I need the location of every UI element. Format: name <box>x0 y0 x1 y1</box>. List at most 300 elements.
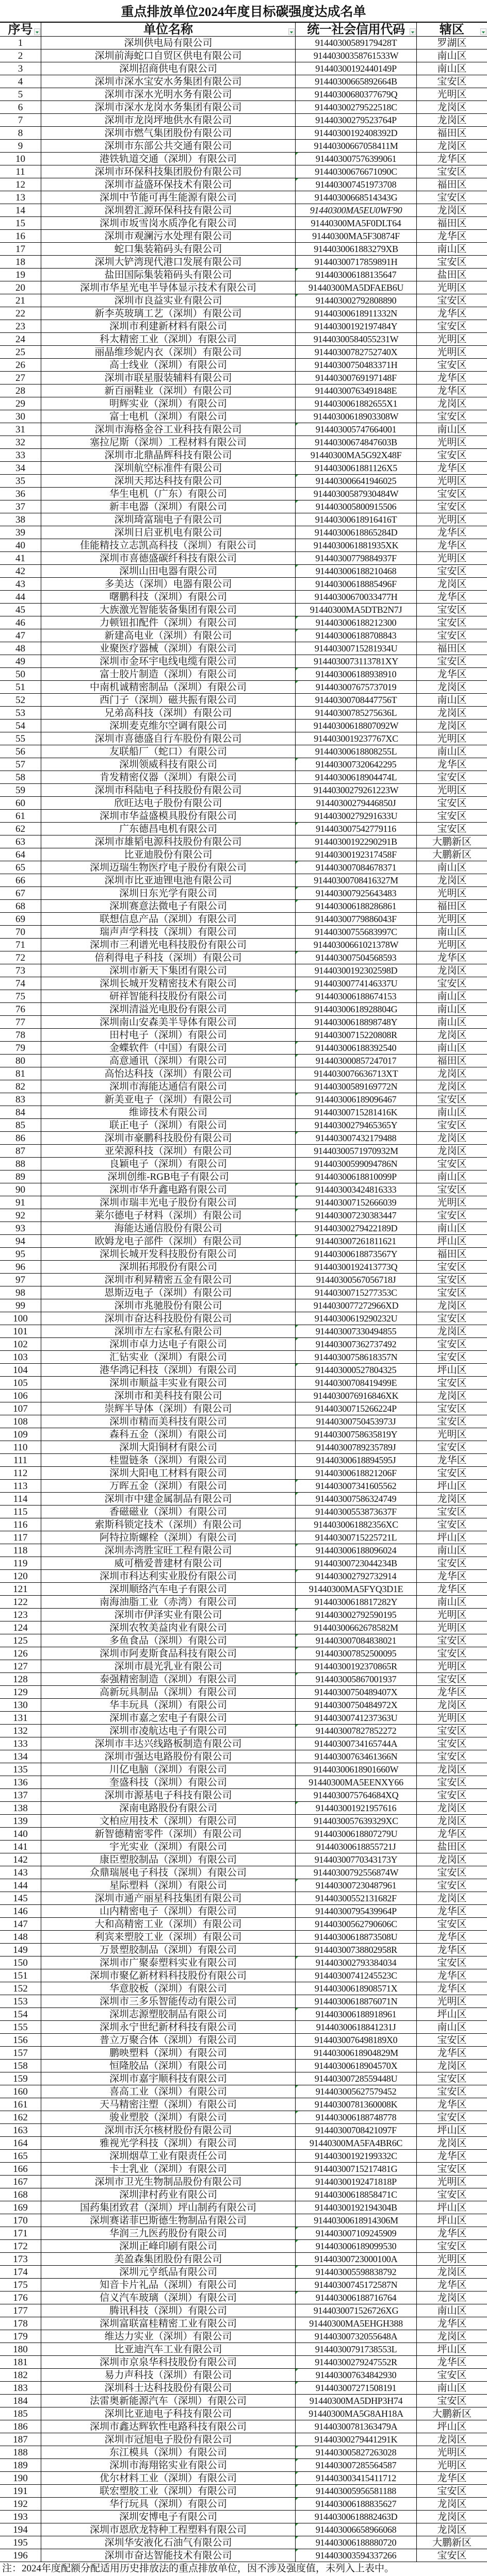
credit-code-cell[interactable]: 91440300192471818P <box>296 2176 417 2188</box>
company-name-cell[interactable]: 深圳市喜德盛自行车股份有限公司 <box>41 732 296 745</box>
district-cell[interactable]: 光明区 <box>437 2460 467 2471</box>
seq-cell[interactable]: 73 <box>0 964 41 977</box>
seq-cell[interactable]: 70 <box>0 926 41 938</box>
company-name-cell[interactable]: 海能达通信股份有限公司 <box>41 1222 296 1234</box>
district-cell[interactable]: 南山区 <box>437 51 467 61</box>
district-cell[interactable]: 龙华区 <box>437 386 467 396</box>
credit-code-cell[interactable]: 91440300618865284D <box>296 526 417 539</box>
company-name-cell[interactable]: 高士线业（深圳）有限公司 <box>41 359 296 371</box>
seq-cell[interactable]: 134 <box>0 1750 41 1763</box>
seq-cell[interactable]: 154 <box>0 2008 41 2020</box>
seq-cell[interactable]: 72 <box>0 951 41 964</box>
district-cell[interactable]: 南山区 <box>437 1172 467 1182</box>
credit-code-cell[interactable]: 91440300758635819Y <box>296 1428 417 1441</box>
credit-code-cell[interactable]: 91440300781360008K <box>296 2098 417 2111</box>
seq-cell[interactable]: 122 <box>0 1596 41 1608</box>
credit-code-cell[interactable]: 91440300562790606C <box>296 1918 417 1930</box>
credit-code-cell[interactable]: 91440300781363479A <box>296 2420 417 2433</box>
district-cell[interactable]: 龙岗区 <box>437 1494 467 1504</box>
company-name-cell[interactable]: 东江模具（深圳）有限公司 <box>41 2446 296 2458</box>
credit-code-cell[interactable]: 914403005956581188 <box>296 2485 417 2497</box>
district-cell[interactable]: 龙华区 <box>437 463 467 474</box>
district-cell[interactable]: 龙华区 <box>437 952 467 963</box>
company-name-cell[interactable]: 比亚迪股份有限公司 <box>41 848 296 861</box>
seq-cell[interactable]: 63 <box>0 835 41 848</box>
district-cell[interactable]: 宝安区 <box>437 1184 467 1195</box>
company-name-cell[interactable]: 深圳大阳铜材有限公司 <box>41 1441 296 1453</box>
district-cell[interactable]: 宝安区 <box>437 166 467 177</box>
company-name-cell[interactable]: 深圳市广聚泰塑料实业有限公司 <box>41 1956 296 1969</box>
company-name-cell[interactable]: 深圳元亨纸品有限公司 <box>41 2266 296 2278</box>
credit-code-cell[interactable]: 91440300MA5FA4BR6C <box>296 2137 417 2149</box>
filter-dropdown-icon[interactable] <box>480 28 486 35</box>
company-name-cell[interactable]: 科太精密工业（深圳）有限公司 <box>41 333 296 345</box>
district-cell[interactable]: 龙华区 <box>437 759 467 770</box>
seq-cell[interactable]: 36 <box>0 488 41 500</box>
district-cell[interactable]: 龙岗区 <box>437 2293 467 2303</box>
seq-cell[interactable]: 76 <box>0 1003 41 1015</box>
company-name-cell[interactable]: 深圳津村药业有限公司 <box>41 2188 296 2201</box>
company-name-cell[interactable]: 深圳市京泉华科技股份有限公司 <box>41 2356 296 2368</box>
company-name-cell[interactable]: 深圳招商供电有限公司 <box>41 62 296 75</box>
district-cell[interactable]: 龙岗区 <box>437 875 467 886</box>
seq-cell[interactable]: 47 <box>0 629 41 642</box>
credit-code-cell[interactable]: 91440300618882463D <box>296 2511 417 2523</box>
company-name-cell[interactable]: 深圳市通产丽星科技集团有限公司 <box>41 1892 296 1904</box>
seq-cell[interactable]: 2 <box>0 49 41 62</box>
district-cell[interactable]: 宝安区 <box>437 1262 467 1273</box>
district-cell[interactable]: 宝安区 <box>437 2164 467 2174</box>
district-cell[interactable]: 宝安区 <box>437 2550 467 2561</box>
company-name-cell[interactable]: 蛇口集装箱码头有限公司 <box>41 243 296 255</box>
company-name-cell[interactable]: 新建高电业（深圳）有限公司 <box>41 629 296 642</box>
company-name-cell[interactable]: 深圳市三多乐智能传动有限公司 <box>41 1995 296 2008</box>
credit-code-cell[interactable]: 91440300795439964P <box>296 1905 417 1917</box>
district-cell[interactable]: 龙岗区 <box>437 2267 467 2278</box>
seq-cell[interactable]: 120 <box>0 1570 41 1582</box>
credit-code-cell[interactable]: 914403007827852272 <box>296 1725 417 1737</box>
credit-code-cell[interactable]: 914403006189099530 <box>296 2240 417 2252</box>
seq-cell[interactable]: 67 <box>0 887 41 899</box>
company-name-cell[interactable]: 良颖电子（深圳）有限公司 <box>41 1158 296 1170</box>
company-name-cell[interactable]: 深圳市顺益丰实业有限公司 <box>41 1377 296 1389</box>
credit-code-cell[interactable]: 914403006188096024 <box>296 1544 417 1557</box>
district-cell[interactable]: 龙岗区 <box>437 1391 467 1401</box>
credit-code-cell[interactable]: 914403007109245909 <box>296 2227 417 2239</box>
credit-code-cell[interactable]: 91440300708416327M <box>296 874 417 886</box>
credit-code-cell[interactable]: 91440300708419499E <box>296 1377 417 1389</box>
company-name-cell[interactable]: 深圳拓邦股份有限公司 <box>41 1261 296 1273</box>
company-name-cell[interactable]: 深圳琦富瑞电子有限公司 <box>41 513 296 526</box>
company-name-cell[interactable]: 深圳市比亚迪锂电池有限公司 <box>41 874 296 886</box>
seq-cell[interactable]: 118 <box>0 1544 41 1557</box>
credit-code-cell[interactable]: 914403006658966068 <box>296 2523 417 2536</box>
credit-code-cell[interactable]: 91440300668514343G <box>296 191 417 204</box>
credit-code-cell[interactable]: 91440300665892664B <box>296 75 417 88</box>
seq-cell[interactable]: 91 <box>0 1196 41 1209</box>
company-name-cell[interactable]: 国药集团致君（深圳）坪山制药有限公司 <box>41 2201 296 2214</box>
company-name-cell[interactable]: 奎盛科技（深圳）有限公司 <box>41 1776 296 1788</box>
credit-code-cell[interactable]: 91440300680377679Q <box>296 88 417 101</box>
district-cell[interactable]: 福田区 <box>437 218 467 229</box>
seq-cell[interactable]: 27 <box>0 372 41 384</box>
district-cell[interactable]: 宝安区 <box>437 2396 467 2406</box>
district-cell[interactable]: 宝安区 <box>437 76 467 87</box>
seq-cell[interactable]: 13 <box>0 191 41 204</box>
district-cell[interactable]: 龙岗区 <box>437 965 467 976</box>
district-cell[interactable]: 大鹏新区 <box>432 837 472 847</box>
credit-code-cell[interactable]: 914403006188135647 <box>296 269 417 281</box>
district-cell[interactable]: 龙华区 <box>437 1983 467 1994</box>
seq-cell[interactable]: 93 <box>0 1222 41 1234</box>
seq-cell[interactable]: 180 <box>0 2343 41 2355</box>
credit-code-cell[interactable]: 91440300618873567Y <box>296 1248 417 1260</box>
credit-code-cell[interactable]: 91440300192302598D <box>296 964 417 977</box>
company-name-cell[interactable]: 深圳长城开发科技股份有限公司 <box>41 1248 296 1260</box>
seq-cell[interactable]: 94 <box>0 1235 41 1247</box>
company-name-cell[interactable]: 深圳清溢光电股份有限公司 <box>41 1003 296 1015</box>
seq-cell[interactable]: 138 <box>0 1802 41 1814</box>
district-cell[interactable]: 龙华区 <box>437 1945 467 1955</box>
credit-code-cell[interactable]: 914403007271508191 <box>296 2382 417 2394</box>
company-name-cell[interactable]: 深圳市海格金谷工业科技有限公司 <box>41 423 296 436</box>
district-cell[interactable]: 南山区 <box>437 991 467 1002</box>
district-cell[interactable]: 光明区 <box>437 1713 467 1724</box>
seq-cell[interactable]: 60 <box>0 797 41 809</box>
seq-cell[interactable]: 119 <box>0 1557 41 1569</box>
seq-cell[interactable]: 148 <box>0 1931 41 1943</box>
company-name-cell[interactable]: 宇光实业（深圳）有限公司 <box>41 1841 296 1853</box>
seq-cell[interactable]: 79 <box>0 1042 41 1054</box>
credit-code-cell[interactable]: 914403007451973708 <box>296 178 417 191</box>
credit-code-cell[interactable]: 91440300192408392D <box>296 127 417 139</box>
seq-cell[interactable]: 90 <box>0 1183 41 1196</box>
seq-cell[interactable]: 43 <box>0 578 41 590</box>
credit-code-cell[interactable]: 914403007542779116 <box>296 823 417 835</box>
seq-cell[interactable]: 49 <box>0 655 41 667</box>
company-name-cell[interactable]: 万晖五金（深圳）有限公司 <box>41 1480 296 1492</box>
district-cell[interactable]: 龙岗区 <box>437 1133 467 1144</box>
district-cell[interactable]: 宝安区 <box>437 1507 467 1517</box>
credit-code-cell[interactable]: 914403006188674153 <box>296 990 417 1002</box>
credit-code-cell[interactable]: 91440300279465365Y <box>296 1119 417 1131</box>
company-name-cell[interactable]: 深圳市东部公共交通有限公司 <box>41 140 296 152</box>
company-name-cell[interactable]: 深圳碧汇源环保科技有限公司 <box>41 204 296 216</box>
credit-code-cell[interactable]: 9144030075764684XQ <box>296 1789 417 1801</box>
credit-code-cell[interactable]: 91440300619290232U <box>296 1312 417 1325</box>
seq-cell[interactable]: 20 <box>0 281 41 294</box>
district-cell[interactable]: 龙岗区 <box>437 2499 467 2510</box>
company-name-cell[interactable]: 深圳市奋达科技股份有限公司 <box>41 1312 296 1325</box>
company-name-cell[interactable]: 深圳市观澜污水处理有限公司 <box>41 230 296 242</box>
credit-code-cell[interactable]: 91440300782752740X <box>296 346 417 358</box>
seq-cell[interactable]: 181 <box>0 2356 41 2368</box>
credit-code-cell[interactable]: 914403007576399061 <box>296 153 417 165</box>
district-cell[interactable]: 宝安区 <box>437 1867 467 1878</box>
credit-code-cell[interactable]: 91440300792556874W <box>296 1866 417 1879</box>
credit-code-cell[interactable]: 9144030071526726XG <box>296 2304 417 2317</box>
credit-code-cell[interactable]: 91440300769197148F <box>296 372 417 384</box>
credit-code-cell[interactable]: 914403007230383447 <box>296 1209 417 1222</box>
credit-code-cell[interactable]: 914403002792590195 <box>296 1609 417 1621</box>
seq-cell[interactable]: 107 <box>0 1402 41 1415</box>
district-cell[interactable]: 光明区 <box>437 1996 467 2007</box>
company-name-cell[interactable]: 易力声科技（深圳）有限公司 <box>41 2369 296 2381</box>
credit-code-cell[interactable]: 91440300279446850J <box>296 797 417 809</box>
district-cell[interactable]: 福田区 <box>437 1249 467 1260</box>
company-name-cell[interactable]: 鹏映塑料（深圳）有限公司 <box>41 2047 296 2059</box>
credit-code-cell[interactable]: 914403005827263028 <box>296 2446 417 2458</box>
company-name-cell[interactable]: 阿特拉斯螺栓（深圳）有限公司 <box>41 1531 296 1544</box>
credit-code-cell[interactable]: 9144030076636713XT <box>296 1067 417 1080</box>
company-name-cell[interactable]: 喜高工业（深圳）有限公司 <box>41 2085 296 2098</box>
credit-code-cell[interactable]: 9144030061882356XC <box>296 1518 417 1531</box>
district-cell[interactable]: 龙华区 <box>437 373 467 383</box>
company-name-cell[interactable]: 深圳市华益盛模具股份有限公司 <box>41 810 296 822</box>
district-cell[interactable]: 光明区 <box>437 914 467 925</box>
seq-cell[interactable]: 89 <box>0 1170 41 1183</box>
district-cell[interactable]: 坪山区 <box>437 1481 467 1492</box>
seq-cell[interactable]: 41 <box>0 552 41 564</box>
company-name-cell[interactable]: 广东德昌电机有限公司 <box>41 823 296 835</box>
district-cell[interactable]: 宝安区 <box>437 257 467 267</box>
district-cell[interactable]: 光明区 <box>437 334 467 345</box>
seq-cell[interactable]: 103 <box>0 1351 41 1363</box>
district-cell[interactable]: 龙岗区 <box>437 2061 467 2071</box>
credit-code-cell[interactable]: 91440300553873637F <box>296 1506 417 1518</box>
company-name-cell[interactable]: 恩斯迈电子（深圳）有限公司 <box>41 1286 296 1299</box>
credit-code-cell[interactable]: 91440300192199332C <box>296 2150 417 2162</box>
company-name-cell[interactable]: 深圳赛诺菲巴斯德生物制品有限公司 <box>41 2214 296 2227</box>
district-cell[interactable]: 龙岗区 <box>437 708 467 718</box>
credit-code-cell[interactable]: 91440300774146337U <box>296 977 417 990</box>
seq-cell[interactable]: 75 <box>0 990 41 1002</box>
credit-code-cell[interactable]: 914403005867001937 <box>296 1673 417 1685</box>
seq-cell[interactable]: 86 <box>0 1132 41 1144</box>
company-name-cell[interactable]: 深圳富联富桂精密工业有限公司 <box>41 2317 296 2330</box>
credit-code-cell[interactable]: 9144030076916846XK <box>296 1390 417 1402</box>
district-cell[interactable]: 宝安区 <box>437 501 467 512</box>
company-name-cell[interactable]: 深圳创维-RGB电子有限公司 <box>41 1170 296 1183</box>
district-cell[interactable]: 龙华区 <box>437 308 467 319</box>
credit-code-cell[interactable]: 91440300192194304B <box>296 2201 417 2214</box>
seq-cell[interactable]: 121 <box>0 1583 41 1595</box>
credit-code-cell[interactable]: 914403007852500095 <box>296 1647 417 1660</box>
credit-code-cell[interactable]: 914403002793384034 <box>296 1956 417 1969</box>
credit-code-cell[interactable]: 914403002792808890 <box>296 294 417 307</box>
district-cell[interactable]: 光明区 <box>437 1661 467 1672</box>
company-name-cell[interactable]: 大族激光智能装备集团有限公司 <box>41 604 296 616</box>
district-cell[interactable]: 宝安区 <box>437 798 467 809</box>
filter-dropdown-icon[interactable] <box>34 28 40 35</box>
credit-code-cell[interactable]: 91440300MA5F30874F <box>296 230 417 242</box>
district-cell[interactable]: 光明区 <box>437 2177 467 2187</box>
seq-cell[interactable]: 54 <box>0 720 41 732</box>
credit-code-cell[interactable]: 914403007230487961 <box>296 1879 417 1892</box>
seq-cell[interactable]: 117 <box>0 1531 41 1544</box>
company-name-cell[interactable]: 优尔材料工业（深圳）有限公司 <box>41 2472 296 2484</box>
seq-cell[interactable]: 153 <box>0 1995 41 2008</box>
credit-code-cell[interactable]: 91440300618916416T <box>296 513 417 526</box>
credit-code-cell[interactable]: 91440300618858471C <box>296 2188 417 2201</box>
seq-cell[interactable]: 32 <box>0 436 41 448</box>
credit-code-cell[interactable]: 91440300587930484W <box>296 488 417 500</box>
district-cell[interactable]: 盐田区 <box>437 1842 467 1852</box>
credit-code-cell[interactable]: 914403003415411712 <box>296 2472 417 2484</box>
credit-code-cell[interactable]: 91440300661021378W <box>296 939 417 951</box>
credit-code-cell[interactable]: 91440300770343173Y <box>296 1853 417 1866</box>
district-cell[interactable]: 宝安区 <box>437 1120 467 1131</box>
company-name-cell[interactable]: 美盈森集团股份有限公司 <box>41 2253 296 2265</box>
credit-code-cell[interactable]: 914403007362737492 <box>296 1338 417 1350</box>
seq-cell[interactable]: 125 <box>0 1634 41 1647</box>
company-name-cell[interactable]: 佳能精技立志凯高科技（深圳）有限公司 <box>41 539 296 551</box>
seq-cell[interactable]: 182 <box>0 2369 41 2381</box>
company-name-cell[interactable]: 深圳永宁世纪新材科技有限公司 <box>41 2021 296 2033</box>
company-name-cell[interactable]: 友联船厂（蛇口）有限公司 <box>41 745 296 758</box>
seq-cell[interactable]: 150 <box>0 1956 41 1969</box>
company-name-cell[interactable]: 深圳市龙岗坪地供水有限公司 <box>41 114 296 126</box>
credit-code-cell[interactable]: 91440300618903308W <box>296 410 417 423</box>
company-name-cell[interactable]: 中南机诚精密制品（深圳）有限公司 <box>41 681 296 693</box>
company-name-cell[interactable]: 深圳市燃气集团股份有限公司 <box>41 127 296 139</box>
credit-code-cell[interactable]: 914403006188286861 <box>296 900 417 912</box>
credit-code-cell[interactable]: 914403001921957616 <box>296 1802 417 1814</box>
seq-cell[interactable]: 18 <box>0 256 41 268</box>
credit-code-cell[interactable]: 91440300750489407X <box>296 1686 417 1698</box>
credit-code-cell[interactable]: 914403006641946025 <box>296 475 417 487</box>
credit-code-cell[interactable]: 91440300MA5DTB2N7J <box>296 604 417 616</box>
company-name-cell[interactable]: 深圳市科陆电子科技股份有限公司 <box>41 784 296 796</box>
company-name-cell[interactable]: 大和高精密工业（深圳）有限公司 <box>41 1918 296 1930</box>
company-name-cell[interactable]: 西门子（深圳）磁共振有限公司 <box>41 694 296 706</box>
district-cell[interactable]: 宝安区 <box>437 1558 467 1569</box>
seq-cell[interactable]: 74 <box>0 977 41 990</box>
seq-cell[interactable]: 110 <box>0 1441 41 1453</box>
company-name-cell[interactable]: 深圳日启亚机电有限公司 <box>41 526 296 539</box>
district-cell[interactable]: 龙岗区 <box>437 1893 467 1904</box>
district-cell[interactable]: 龙华区 <box>437 2151 467 2162</box>
company-name-cell[interactable]: 深圳南山安森美半导体有限公司 <box>41 1016 296 1028</box>
company-name-cell[interactable]: 康臣塑胶制品（深圳）有限公司 <box>41 1853 296 1866</box>
company-name-cell[interactable]: 索斯科锁定技术（深圳）有限公司 <box>41 1518 296 1531</box>
seq-cell[interactable]: 51 <box>0 681 41 693</box>
district-cell[interactable]: 宝安区 <box>437 824 467 834</box>
credit-code-cell[interactable]: 9144030061883279XB <box>296 243 417 255</box>
district-cell[interactable]: 宝安区 <box>437 1674 467 1685</box>
credit-code-cell[interactable]: 91440300MA5DFAEB6U <box>296 281 417 294</box>
credit-code-cell[interactable]: 914403005747664001 <box>296 423 417 436</box>
company-name-cell[interactable]: 富士胶片制造（深圳）有限公司 <box>41 668 296 680</box>
company-name-cell[interactable]: 丽晶维珍妮内衣（深圳）有限公司 <box>41 346 296 358</box>
district-cell[interactable]: 福田区 <box>437 179 467 190</box>
district-cell[interactable]: 宝安区 <box>437 2370 467 2381</box>
seq-cell[interactable]: 83 <box>0 1093 41 1106</box>
seq-cell[interactable]: 141 <box>0 1841 41 1853</box>
district-cell[interactable]: 宝安区 <box>437 1378 467 1389</box>
company-name-cell[interactable]: 倍利得电子科技（深圳）有限公司 <box>41 951 296 964</box>
company-name-cell[interactable]: 瑞声声学科技（深圳）有限公司 <box>41 926 296 938</box>
seq-cell[interactable]: 104 <box>0 1364 41 1376</box>
seq-cell[interactable]: 48 <box>0 642 41 655</box>
company-name-cell[interactable]: 高怡达科技（深圳）有限公司 <box>41 1067 296 1080</box>
credit-code-cell[interactable]: 91440300279261223W <box>296 784 417 796</box>
company-name-cell[interactable]: 深圳山田电器有限公司 <box>41 565 296 577</box>
district-cell[interactable]: 龙华区 <box>437 1584 467 1595</box>
district-cell[interactable]: 光明区 <box>437 888 467 899</box>
credit-code-cell[interactable]: 91440300618901660W <box>296 1763 417 1776</box>
credit-code-cell[interactable]: 914403007320642295 <box>296 758 417 771</box>
company-name-cell[interactable]: 新智德精密零件（深圳）有限公司 <box>41 1828 296 1840</box>
seq-cell[interactable]: 23 <box>0 320 41 332</box>
seq-cell[interactable]: 194 <box>0 2523 41 2536</box>
credit-code-cell[interactable]: 914403003594337266 <box>296 2549 417 2562</box>
credit-code-cell[interactable]: 91440300791738553L <box>296 2343 417 2355</box>
credit-code-cell[interactable]: 91440300715277353C <box>296 1286 417 1299</box>
seq-cell[interactable]: 183 <box>0 2382 41 2394</box>
company-name-cell[interactable]: 深圳市嘉之宏电子有限公司 <box>41 1712 296 1724</box>
seq-cell[interactable]: 52 <box>0 694 41 706</box>
company-name-cell[interactable]: 深圳市喜德盛碳纤科技有限公司 <box>41 552 296 564</box>
credit-code-cell[interactable]: 91440300584055231W <box>296 333 417 345</box>
seq-cell[interactable]: 151 <box>0 1969 41 1982</box>
credit-code-cell[interactable]: 91440300567056718J <box>296 1274 417 1286</box>
credit-code-cell[interactable]: 91440300618810099P <box>296 1170 417 1183</box>
district-cell[interactable]: 龙华区 <box>437 669 467 680</box>
seq-cell[interactable]: 155 <box>0 2021 41 2033</box>
district-cell[interactable]: 龙华区 <box>437 2228 467 2239</box>
credit-code-cell[interactable]: 91440300279441291K <box>296 2433 417 2446</box>
company-name-cell[interactable]: 深圳市海能达通信有限公司 <box>41 1080 296 1093</box>
seq-cell[interactable]: 40 <box>0 539 41 551</box>
district-cell[interactable]: 宝安区 <box>437 2086 467 2097</box>
seq-cell[interactable]: 142 <box>0 1853 41 1866</box>
credit-code-cell[interactable]: 91440300785275636L <box>296 707 417 719</box>
district-cell[interactable]: 南山区 <box>437 2022 467 2033</box>
district-cell[interactable]: 龙岗区 <box>437 205 467 216</box>
seq-cell[interactable]: 84 <box>0 1106 41 1118</box>
company-name-cell[interactable]: 深圳市深水宝安水务集团有限公司 <box>41 75 296 88</box>
seq-cell[interactable]: 69 <box>0 913 41 925</box>
seq-cell[interactable]: 191 <box>0 2485 41 2497</box>
seq-cell[interactable]: 126 <box>0 1647 41 1660</box>
company-name-cell[interactable]: 新丰电器（深圳）有限公司 <box>41 500 296 513</box>
seq-cell[interactable]: 50 <box>0 668 41 680</box>
credit-code-cell[interactable]: 91440300618876071N <box>296 1995 417 2008</box>
company-name-cell[interactable]: 深圳市深水龙岗水务集团有限公司 <box>41 101 296 113</box>
credit-code-cell[interactable]: 91440300741245523C <box>296 1969 417 1982</box>
district-cell[interactable]: 龙岗区 <box>437 682 467 693</box>
seq-cell[interactable]: 164 <box>0 2137 41 2149</box>
district-cell[interactable]: 宝安区 <box>437 295 467 306</box>
company-name-cell[interactable]: 香磁磁业（深圳）有限公司 <box>41 1506 296 1518</box>
credit-code-cell[interactable]: 914403007675737019 <box>296 681 417 693</box>
credit-code-cell[interactable]: 91440300618855721J <box>296 1841 417 1853</box>
credit-code-cell[interactable]: 914403006188938910 <box>296 668 417 680</box>
credit-code-cell[interactable]: 914403002792732914 <box>296 1570 417 1582</box>
district-cell[interactable]: 宝安区 <box>437 321 467 332</box>
company-name-cell[interactable]: 深南电路股份有限公司 <box>41 1802 296 1814</box>
seq-cell[interactable]: 166 <box>0 2163 41 2175</box>
seq-cell[interactable]: 123 <box>0 1609 41 1621</box>
seq-cell[interactable]: 185 <box>0 2407 41 2420</box>
credit-code-cell[interactable]: 91440300618894595J <box>296 1454 417 1466</box>
company-name-cell[interactable]: 法雷奥新能源汽车（深圳）有限公司 <box>41 2395 296 2407</box>
district-cell[interactable]: 龙华区 <box>437 2048 467 2059</box>
seq-cell[interactable]: 145 <box>0 1892 41 1904</box>
credit-code-cell[interactable]: 9144030076498189X0 <box>296 2034 417 2046</box>
company-name-cell[interactable]: 高意通讯（深圳）有限公司 <box>41 1055 296 1067</box>
